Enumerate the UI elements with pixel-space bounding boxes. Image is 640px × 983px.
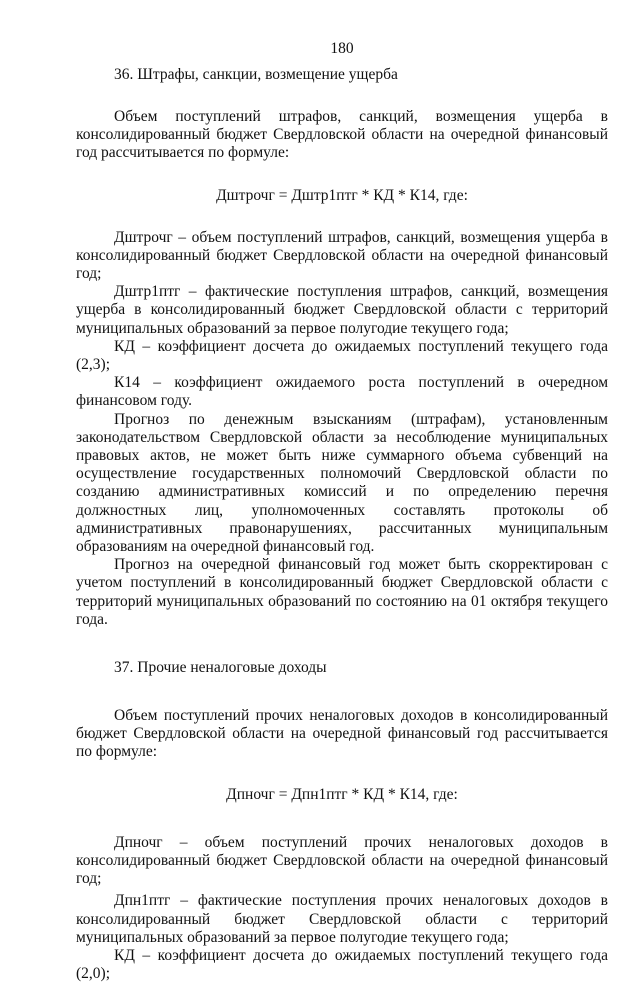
section-37-intro: Объем поступлений прочих неналоговых доходов в консолидированный бюджет Свердловской области на очередной финансовый год рассчитывается по формуле: (76, 707, 608, 761)
section-36-definition: КД – коэффициент досчета до ожидаемых поступлений текущего года (2,3); (76, 337, 608, 374)
section-37-formula: Дпночг = Дпн1птг * КД * К14, где: (226, 785, 458, 803)
section-36-formula: Дштрочг = Дштр1птг * КД * К14, где: (216, 186, 468, 204)
section-36-note: Прогноз на очередной финансовый год может быть скорректирован с учетом поступлений в консолидированный бюджет Свердловской области с территорий муниципальных образований по состоянию на 01 октября текущего года. (76, 556, 608, 628)
section-37-definition: Дпночг – объем поступлений прочих неналоговых доходов в консолидированный бюджет Свердловской области на очередной финансовый год; (76, 833, 608, 888)
section-heading-36: 36. Штрафы, санкции, возмещение ущерба (114, 66, 398, 83)
section-36-definition: К14 – коэффициент ожидаемого роста поступлений в очередном финансовом году. (76, 374, 608, 410)
section-37-definition: Дпн1птг – фактические поступления прочих неналоговых доходов в консолидированный бюджет Свердловской области с территорий муниципальных образований за первое полугодие текущего года; (76, 892, 608, 946)
document-page (76, 40, 608, 983)
section-37-definition: КД – коэффициент досчета до ожидаемых поступлений текущего года (2,0); (76, 946, 608, 983)
section-heading-37: 37. Прочие неналоговые доходы (114, 659, 327, 677)
section-36-definition: Дштр1птг – фактические поступления штрафов, санкций, возмещения ущерба в консолидированный бюджет Свердловской области с территорий муниципальных образований за первое полугодие текущего года; (76, 283, 608, 337)
page-number: 180 (330, 40, 354, 57)
section-36-definition: Дштрочг – объем поступлений штрафов, санкций, возмещения ущерба в консолидированный бюджет Свердловской области на очередной финансовый год; (76, 228, 608, 283)
section-36-intro: Объем поступлений штрафов, санкций, возмещения ущерба в консолидированный бюджет Свердловской области на очередной финансовый год рассчитывается по формуле: (76, 108, 608, 162)
section-36-note: Прогноз по денежным взысканиям (штрафам), установленным законодательством Свердловской области за несоблюдение муниципальных правовых актов, не может быть ниже суммарного объема субвенций на осуществление государственных полномочий Свердловской области по созданию административных комиссий и по определению перечня должностных лиц, уполномоченных составлять протоколы об административных правонарушениях, рассчитанных муниципальным образованиям на очередной финансовый год. (76, 410, 608, 556)
